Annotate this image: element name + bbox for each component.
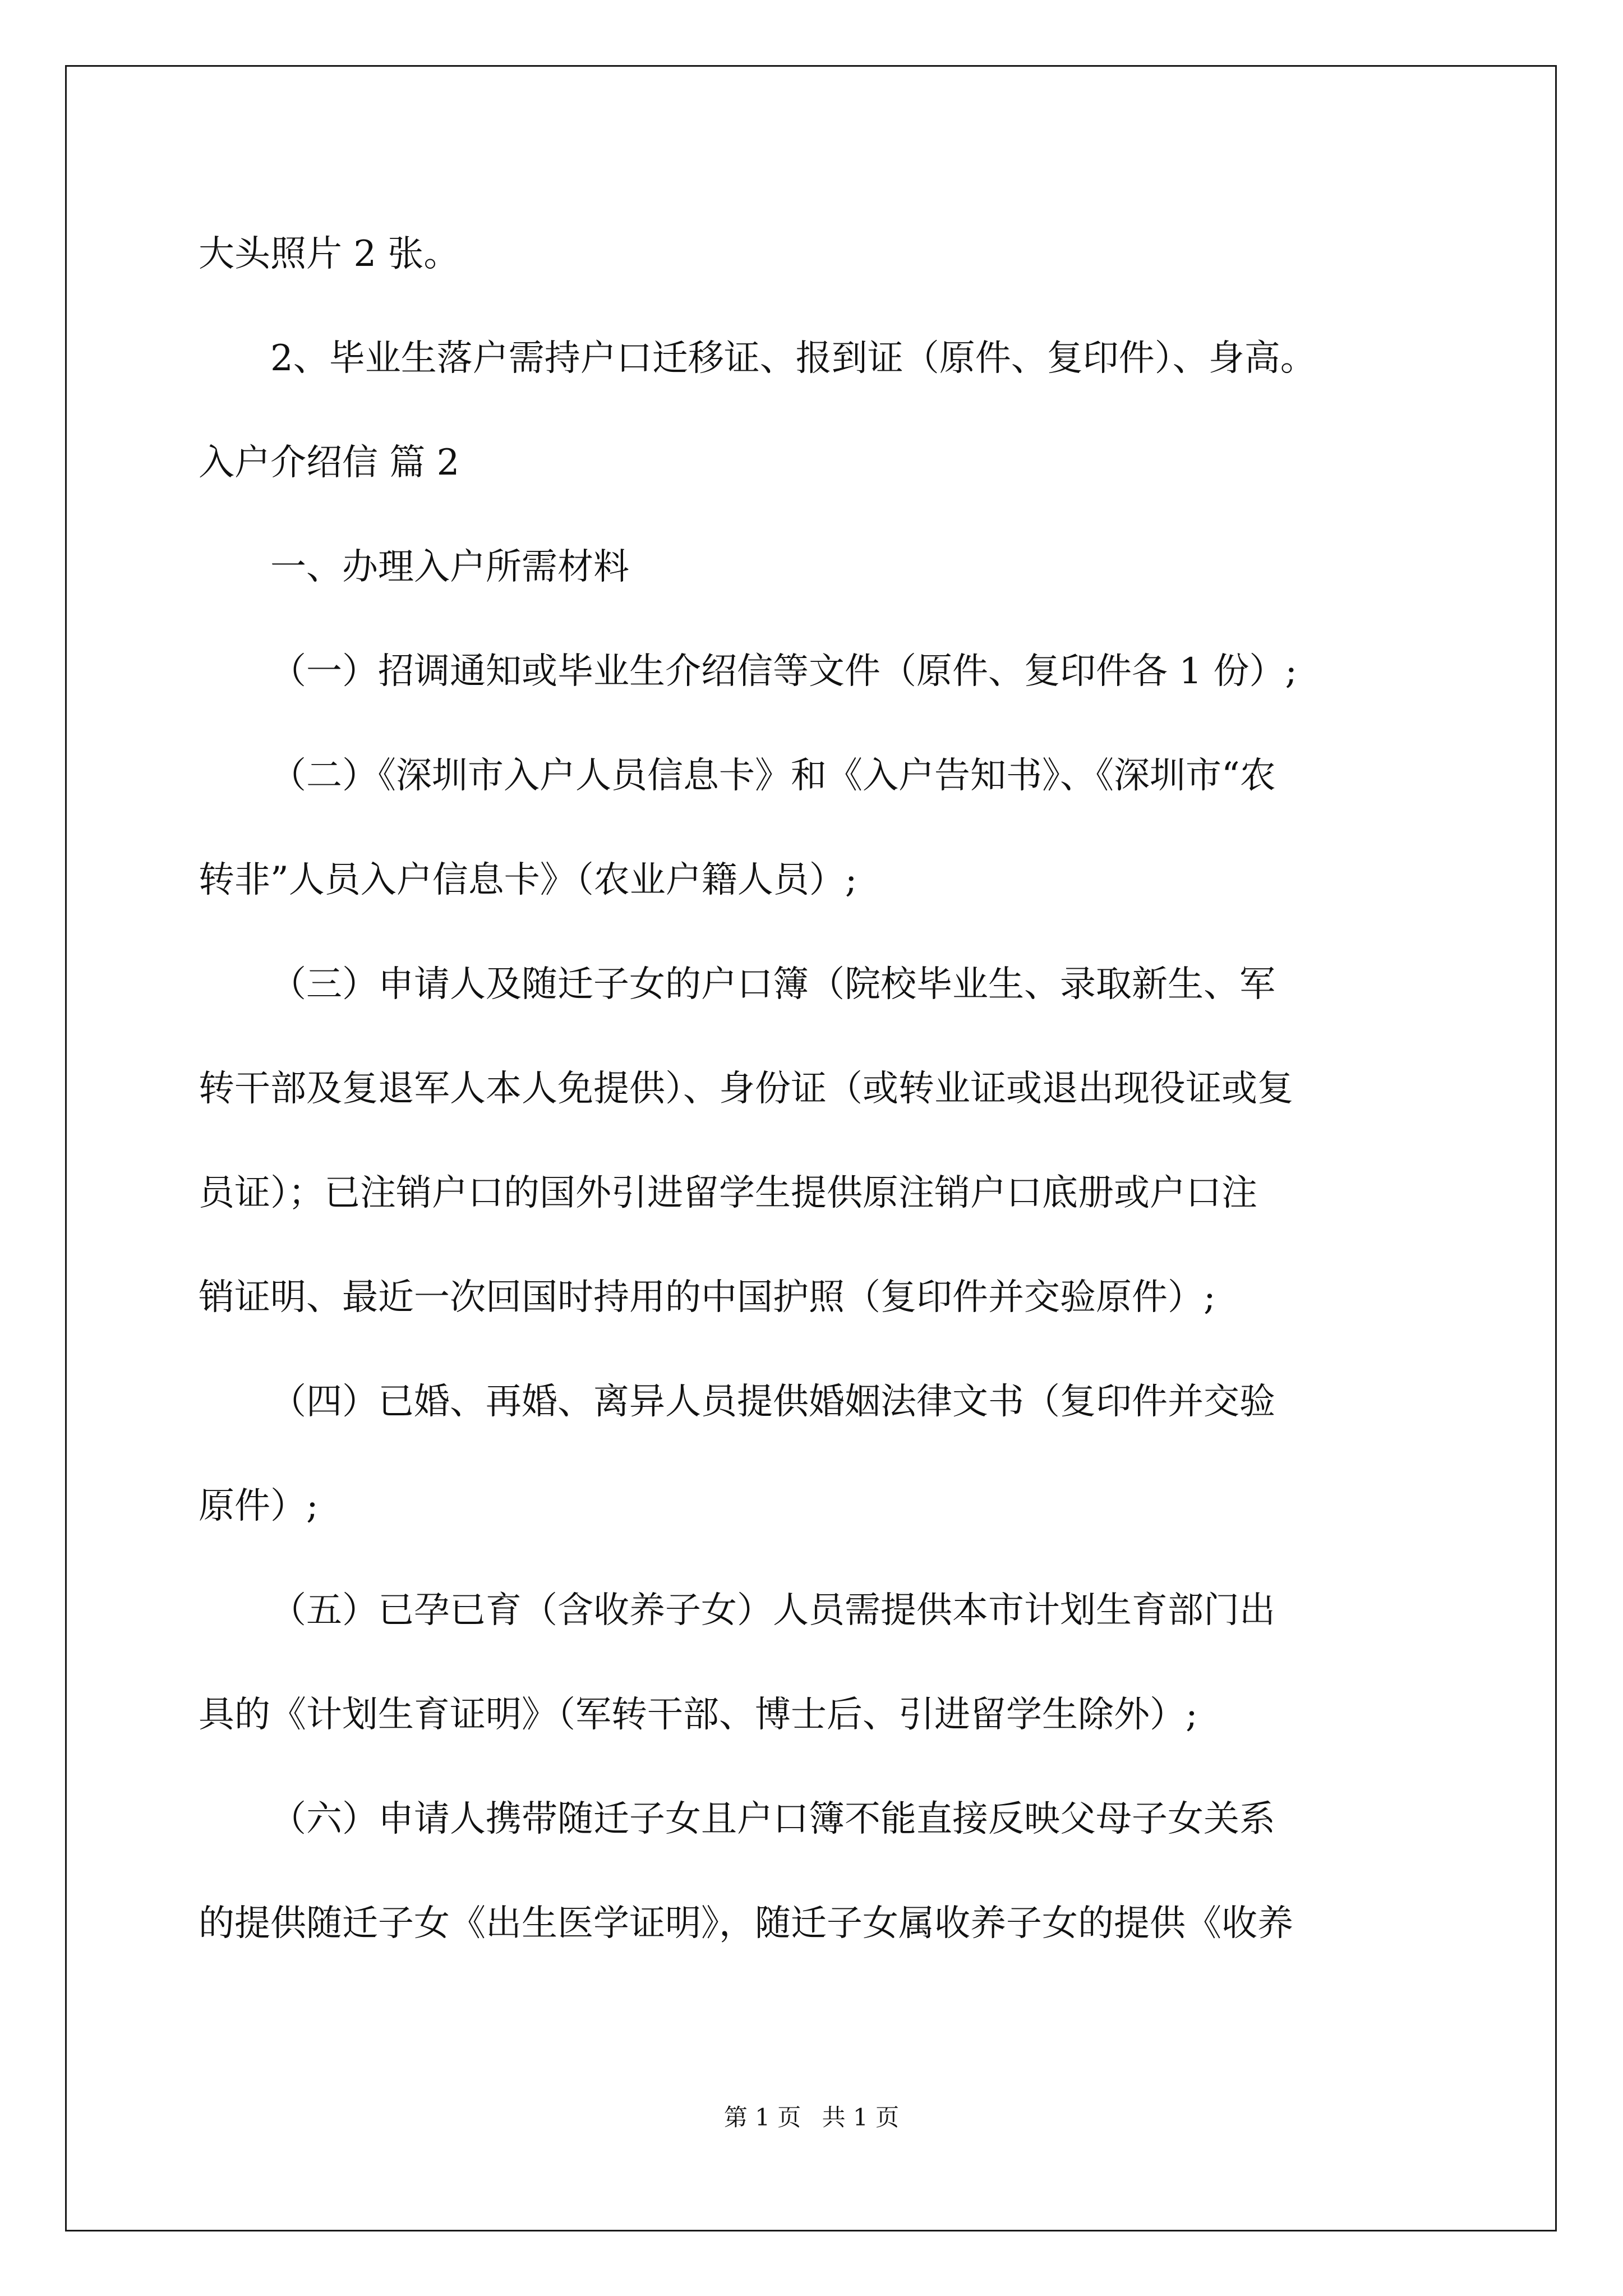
document-body <box>199 202 1432 1976</box>
text-line: 员证）；已注销户口的国外引进留学生提供原注销户口底册或户口注 <box>199 1172 1257 1214</box>
text-line: 一、办理入户所需材料 <box>270 546 629 588</box>
text-line: 的提供随迁子女《出生医学证明》，随迁子女属收养子女的提供《收养 <box>199 1903 1293 1944</box>
text-line: 转非”人员入户信息卡》（农业户籍人员）; <box>199 859 857 901</box>
text-line: 具的《计划生育证明》（军转干部、博士后、引进留学生除外）; <box>199 1694 1198 1736</box>
section-heading: 入户介绍信 篇 2 <box>199 442 460 484</box>
page-footer <box>0 2101 1623 2134</box>
text-line: （二）《深圳市入户人员信息卡》和《入户告知书》、《深圳市“农 <box>270 755 1276 797</box>
text-line: （一）招调通知或毕业生介绍信等文件（原件、复印件各 1 份）; <box>270 651 1297 692</box>
text-line: （三）申请人及随迁子女的户口簿（院校毕业生、录取新生、军 <box>270 964 1275 1005</box>
text-line: 销证明、最近一次回国时持用的中国护照（复印件并交验原件）; <box>199 1277 1216 1318</box>
text-line: （六）申请人携带随迁子女且户口簿不能直接反映父母子女关系 <box>270 1798 1275 1840</box>
text-line: （五）已孕已育（含收养子女）人员需提供本市计划生育部门出 <box>270 1590 1275 1631</box>
text-line: （四）已婚、再婚、离异人员提供婚姻法律文书（复印件并交验 <box>270 1381 1275 1423</box>
text-line: 转干部及复退军人本人免提供）、身份证（或转业证或退出现役证或复 <box>199 1068 1293 1110</box>
page-total: 共 1 页 <box>822 2104 900 2131</box>
text-line: 原件）; <box>199 1485 319 1527</box>
text-line: 大头照片 2 张。 <box>199 233 460 275</box>
page-number: 第 1 页 <box>723 2104 801 2131</box>
text-line: 2、毕业生落户需持户口迁移证、报到证（原件、复印件）、身高。 <box>270 338 1316 379</box>
